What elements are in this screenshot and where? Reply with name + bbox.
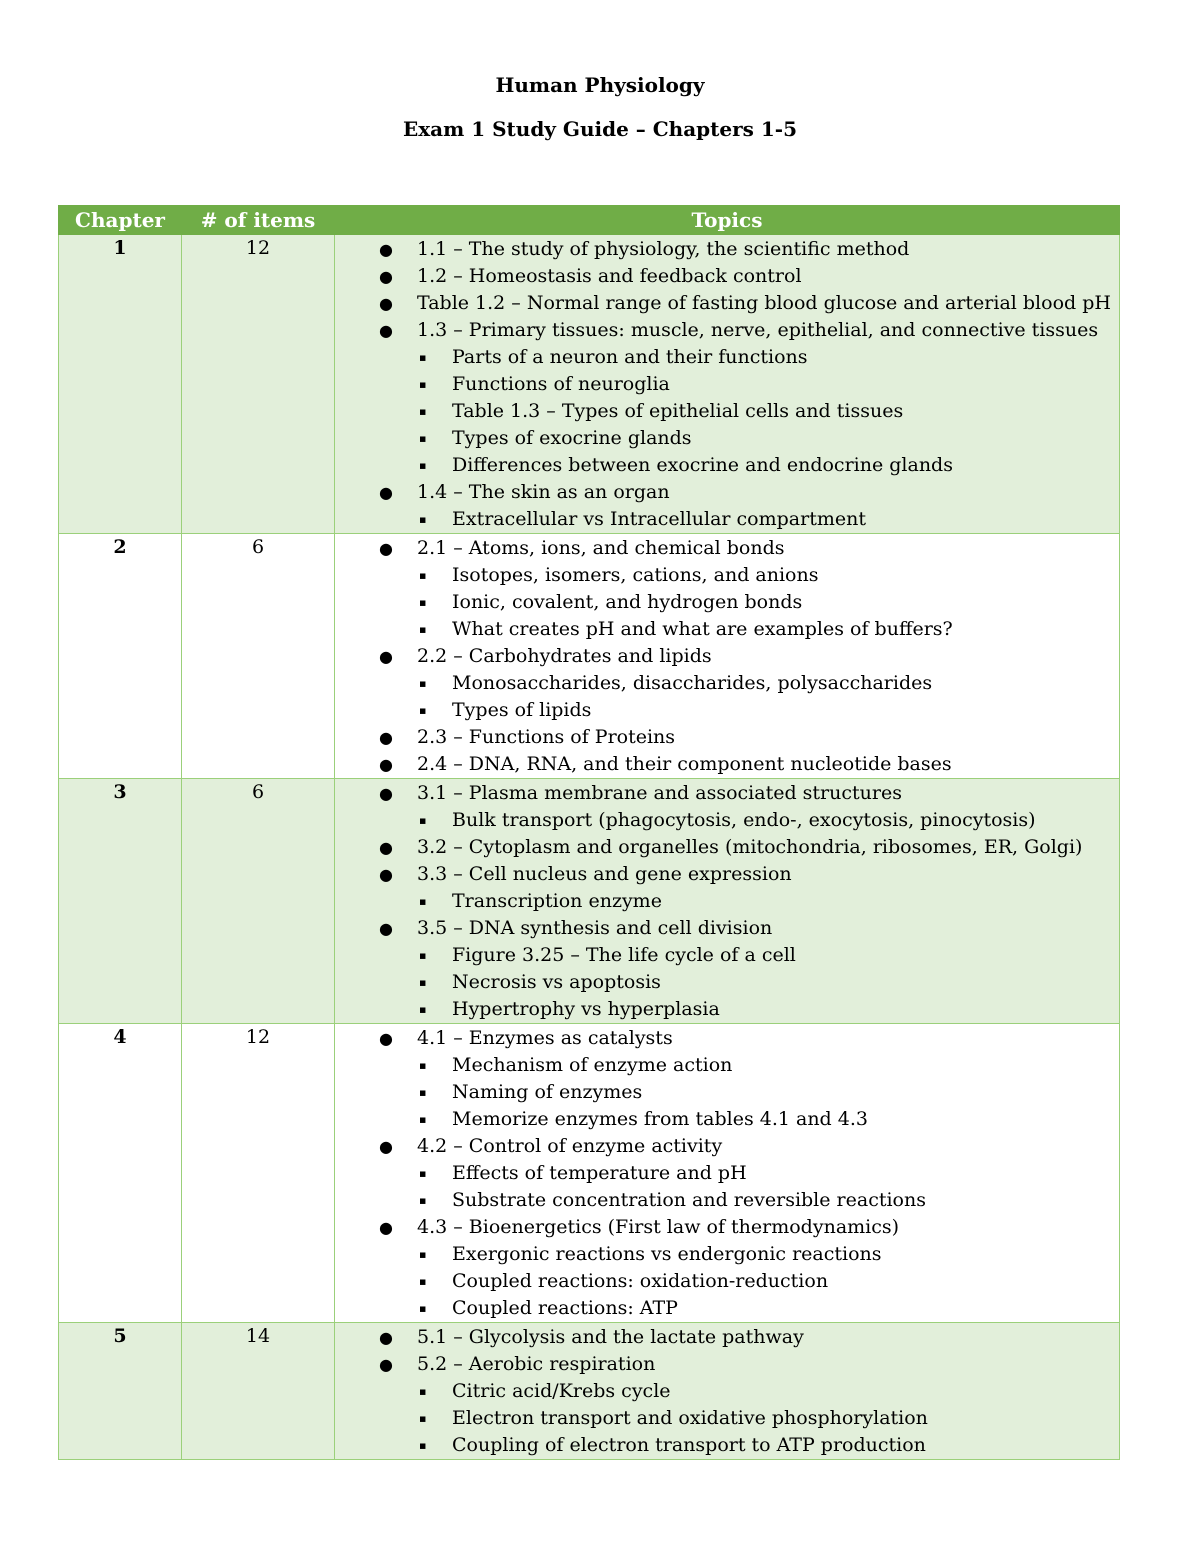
topic-text: Isotopes, isomers, cations, and anions	[452, 564, 819, 586]
subtopic-item	[335, 1187, 1119, 1214]
topic-text: Differences between exocrine and endocrine glands	[452, 454, 953, 476]
square-bullet-icon: ▪	[419, 596, 427, 609]
square-bullet-icon: ▪	[419, 1412, 427, 1425]
topic-text: Substrate concentration and reversible reactions	[452, 1189, 926, 1211]
square-bullet-icon: ▪	[419, 513, 427, 526]
square-bullet-icon: ▪	[419, 949, 427, 962]
subtopic-item	[335, 670, 1119, 697]
topic-item	[335, 479, 1119, 506]
topic-text: Figure 3.25 – The life cycle of a cell	[452, 944, 796, 966]
round-bullet-icon: ●	[379, 647, 393, 666]
document-subtitle: Exam 1 Study Guide – Chapters 1-5	[402, 117, 798, 141]
topic-text: 2.3 – Functions of Proteins	[417, 726, 676, 748]
topic-item	[335, 834, 1119, 861]
round-bullet-icon: ●	[379, 784, 393, 803]
subtopic-item	[335, 1160, 1119, 1187]
header-chapter: Chapter	[59, 206, 182, 235]
subtopic-item	[335, 1432, 1119, 1459]
topic-text: 4.1 – Enzymes as catalysts	[417, 1027, 673, 1049]
topic-text: Effects of temperature and pH	[452, 1162, 747, 1184]
round-bullet-icon: ●	[379, 483, 393, 502]
topic-text: Exergonic reactions vs endergonic reactions	[452, 1243, 882, 1265]
table-row	[59, 235, 1120, 534]
chapter-number: 5	[59, 1323, 182, 1460]
topic-item	[335, 1351, 1119, 1378]
topic-text: 1.4 – The skin as an organ	[417, 481, 670, 503]
round-bullet-icon: ●	[379, 1328, 393, 1347]
header-item-count: # of items	[182, 206, 335, 235]
topic-item	[335, 535, 1119, 562]
round-bullet-icon: ●	[379, 865, 393, 884]
topic-text: 2.4 – DNA, RNA, and their component nucleotide bases	[417, 753, 952, 775]
round-bullet-icon: ●	[379, 1029, 393, 1048]
square-bullet-icon: ▪	[419, 569, 427, 582]
topic-text: Ionic, covalent, and hydrogen bonds	[452, 591, 803, 613]
round-bullet-icon: ●	[379, 294, 393, 313]
square-bullet-icon: ▪	[419, 976, 427, 989]
square-bullet-icon: ▪	[419, 1086, 427, 1099]
subtopic-item	[335, 1405, 1119, 1432]
round-bullet-icon: ●	[379, 755, 393, 774]
topic-item	[335, 1324, 1119, 1351]
topic-text: 4.3 – Bioenergetics (First law of thermodynamics)	[417, 1216, 900, 1238]
topic-item	[335, 724, 1119, 751]
topic-text: 5.1 – Glycolysis and the lactate pathway	[417, 1326, 804, 1348]
topic-text: Extracellular vs Intracellular compartment	[452, 508, 866, 530]
round-bullet-icon: ●	[379, 1355, 393, 1374]
subtopic-item	[335, 1106, 1119, 1133]
item-count: 6	[182, 779, 335, 1024]
round-bullet-icon: ●	[379, 838, 393, 857]
square-bullet-icon: ▪	[419, 1194, 427, 1207]
square-bullet-icon: ▪	[419, 1003, 427, 1016]
topic-text: Table 1.2 – Normal range of fasting blood glucose and arterial blood pH	[417, 292, 1111, 314]
square-bullet-icon: ▪	[419, 1275, 427, 1288]
topic-text: Citric acid/Krebs cycle	[452, 1380, 671, 1402]
topic-text: 1.2 – Homeostasis and feedback control	[417, 265, 802, 287]
topic-item	[335, 317, 1119, 344]
subtopic-item	[335, 425, 1119, 452]
topic-list	[335, 779, 1119, 1023]
subtopic-item	[335, 344, 1119, 371]
square-bullet-icon: ▪	[419, 677, 427, 690]
topic-text: Coupled reactions: ATP	[452, 1297, 678, 1319]
topic-item	[335, 780, 1119, 807]
topics-cell	[335, 1024, 1120, 1323]
square-bullet-icon: ▪	[419, 1385, 427, 1398]
round-bullet-icon: ●	[379, 728, 393, 747]
square-bullet-icon: ▪	[419, 1302, 427, 1315]
square-bullet-icon: ▪	[419, 814, 427, 827]
topic-item	[335, 1025, 1119, 1052]
topic-text: Naming of enzymes	[452, 1081, 643, 1103]
subtopic-item	[335, 969, 1119, 996]
topic-text: Hypertrophy vs hyperplasia	[452, 998, 720, 1020]
topic-item	[335, 643, 1119, 670]
square-bullet-icon: ▪	[419, 459, 427, 472]
topics-cell	[335, 779, 1120, 1024]
square-bullet-icon: ▪	[419, 1248, 427, 1261]
topic-text: 3.1 – Plasma membrane and associated structures	[417, 782, 902, 804]
topic-text: Table 1.3 – Types of epithelial cells and tissues	[452, 400, 904, 422]
topic-text: Coupling of electron transport to ATP production	[452, 1434, 926, 1456]
topic-list	[335, 1024, 1119, 1322]
topic-text: 3.3 – Cell nucleus and gene expression	[417, 863, 792, 885]
topic-text: Types of exocrine glands	[452, 427, 692, 449]
round-bullet-icon: ●	[379, 1137, 393, 1156]
chapter-number: 1	[59, 235, 182, 534]
round-bullet-icon: ●	[379, 1218, 393, 1237]
square-bullet-icon: ▪	[419, 704, 427, 717]
topic-text: 2.1 – Atoms, ions, and chemical bonds	[417, 537, 785, 559]
subtopic-item	[335, 1378, 1119, 1405]
square-bullet-icon: ▪	[419, 1439, 427, 1452]
table-row	[59, 1323, 1120, 1460]
topic-item	[335, 290, 1119, 317]
subtopic-item	[335, 1241, 1119, 1268]
topic-text: Coupled reactions: oxidation-reduction	[452, 1270, 829, 1292]
topics-cell	[335, 235, 1120, 534]
chapter-number: 3	[59, 779, 182, 1024]
square-bullet-icon: ▪	[419, 1167, 427, 1180]
topics-cell	[335, 534, 1120, 779]
round-bullet-icon: ●	[379, 321, 393, 340]
topic-item	[335, 1214, 1119, 1241]
item-count: 14	[182, 1323, 335, 1460]
square-bullet-icon: ▪	[419, 432, 427, 445]
document-title: Human Physiology	[495, 73, 705, 97]
topic-text: Types of lipids	[452, 699, 592, 721]
subtopic-item	[335, 1268, 1119, 1295]
item-count: 12	[182, 235, 335, 534]
round-bullet-icon: ●	[379, 539, 393, 558]
subtopic-item	[335, 562, 1119, 589]
topic-text: 1.1 – The study of physiology, the scientific method	[417, 238, 910, 260]
topic-text: Necrosis vs apoptosis	[452, 971, 661, 993]
chapter-number: 2	[59, 534, 182, 779]
topic-text: Monosaccharides, disaccharides, polysaccharides	[452, 672, 933, 694]
topic-text: Memorize enzymes from tables 4.1 and 4.3	[452, 1108, 868, 1130]
subtopic-item	[335, 1079, 1119, 1106]
chapter-number: 4	[59, 1024, 182, 1323]
square-bullet-icon: ▪	[419, 1059, 427, 1072]
subtopic-item	[335, 942, 1119, 969]
topic-list	[335, 534, 1119, 778]
table-header	[59, 206, 1120, 235]
topic-item	[335, 1133, 1119, 1160]
topic-list	[335, 1323, 1119, 1459]
topic-text: 4.2 – Control of enzyme activity	[417, 1135, 723, 1157]
subtopic-item	[335, 697, 1119, 724]
topic-item	[335, 263, 1119, 290]
topic-text: Electron transport and oxidative phosphorylation	[452, 1407, 928, 1429]
round-bullet-icon: ●	[379, 267, 393, 286]
table-row	[59, 534, 1120, 779]
table-body	[59, 235, 1120, 1460]
subtopic-item	[335, 807, 1119, 834]
square-bullet-icon: ▪	[419, 351, 427, 364]
square-bullet-icon: ▪	[419, 1113, 427, 1126]
topic-text: Transcription enzyme	[452, 890, 662, 912]
topic-text: 3.5 – DNA synthesis and cell division	[417, 917, 773, 939]
study-guide-table	[58, 205, 1120, 1460]
topic-item	[335, 861, 1119, 888]
square-bullet-icon: ▪	[419, 623, 427, 636]
square-bullet-icon: ▪	[419, 378, 427, 391]
topic-item	[335, 751, 1119, 778]
header-topics: Topics	[335, 206, 1120, 235]
round-bullet-icon: ●	[379, 919, 393, 938]
subtopic-item	[335, 616, 1119, 643]
topic-item	[335, 236, 1119, 263]
topic-text: Bulk transport (phagocytosis, endo-, exocytosis, pinocytosis)	[452, 809, 1036, 831]
topic-text: 2.2 – Carbohydrates and lipids	[417, 645, 712, 667]
subtopic-item	[335, 452, 1119, 479]
subtopic-item	[335, 398, 1119, 425]
subtopic-item	[335, 506, 1119, 533]
table-row	[59, 779, 1120, 1024]
topic-text: 1.3 – Primary tissues: muscle, nerve, epithelial, and connective tissues	[417, 319, 1099, 341]
header-row	[59, 206, 1120, 235]
subtopic-item	[335, 371, 1119, 398]
topic-list	[335, 235, 1119, 533]
topic-text: Parts of a neuron and their functions	[452, 346, 808, 368]
square-bullet-icon: ▪	[419, 405, 427, 418]
topic-text: Functions of neuroglia	[452, 373, 670, 395]
subtopic-item	[335, 1052, 1119, 1079]
square-bullet-icon: ▪	[419, 895, 427, 908]
topic-text: 3.2 – Cytoplasm and organelles (mitochondria, ribosomes, ER, Golgi)	[417, 836, 1083, 858]
topic-item	[335, 915, 1119, 942]
item-count: 12	[182, 1024, 335, 1323]
round-bullet-icon: ●	[379, 240, 393, 259]
subtopic-item	[335, 888, 1119, 915]
subtopic-item	[335, 1295, 1119, 1322]
topic-text: What creates pH and what are examples of buffers?	[452, 618, 953, 640]
item-count: 6	[182, 534, 335, 779]
topic-text: Mechanism of enzyme action	[452, 1054, 733, 1076]
topic-text: 5.2 – Aerobic respiration	[417, 1353, 656, 1375]
topics-cell	[335, 1323, 1120, 1460]
subtopic-item	[335, 996, 1119, 1023]
table-row	[59, 1024, 1120, 1323]
subtopic-item	[335, 589, 1119, 616]
